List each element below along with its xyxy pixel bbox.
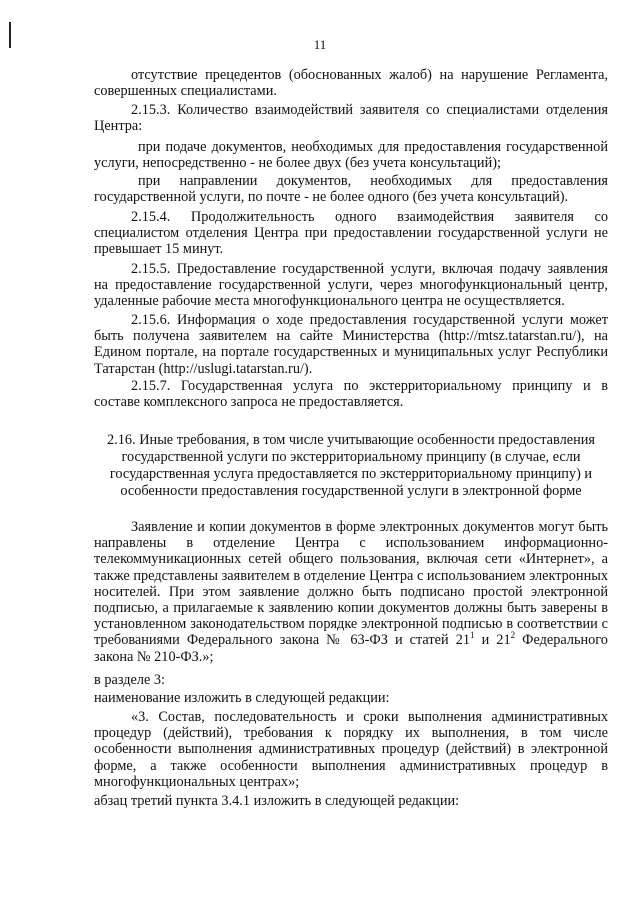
paragraph-section-3-title: «3. Состав, последовательность и сроки выполнения административных процедур (действий), требования к порядку их выполнения, в том числе особенности выполнения административных процедур (действий) в электронной форме, а также особенности выполнения административных процедур в многофункциональных центрах»; [94,709,608,790]
paragraph-section-3: в разделе 3: [94,672,166,688]
paragraph-2-15-6: 2.15.6. Информация о ходе предоставления государственной услуги может быть получена заявителем на сайте Министерства (http://mtsz.tatarstan.ru/), на Едином портале, на портале государственных и муниципальных услуг Республики Татарстан (http://uslugi.tatarstan.ru/). [94,312,608,377]
paragraph-postal-submission: при направлении документов, необходимых для предоставления государственной услуги, по почте - не более одного (без учета консультаций). [94,173,608,206]
paragraph-precedents: отсутствие прецедентов (обоснованных жалоб) на нарушение Регламента, совершенных специалистами. [94,67,608,100]
paragraph-3-4-1-edit: абзац третий пункта 3.4.1 изложить в следующей редакции: [94,793,460,809]
paragraph-2-15-7: 2.15.7. Государственная услуга по экстерриториальному принципу и в составе комплексного запроса не предоставляется. [94,378,608,411]
paragraph-2-15-3: 2.15.3. Количество взаимодействий заявителя со специалистами отделения Центра: [94,102,608,135]
electronic-documents-text-end: Федерального закона № 210-ФЗ.»; [94,632,608,665]
article-superscript-2: 2 [510,630,516,641]
paragraph-title-edit: наименование изложить в следующей редакции: [94,690,390,706]
page-number: 11 [313,37,327,52]
electronic-documents-text-mid: и 21 [474,632,511,649]
article-superscript-1: 1 [470,630,475,641]
paragraph-in-person-submission: при подаче документов, необходимых для предоставления государственной услуги, непосредственно - не более двух (без учета консультаций); [94,139,608,172]
electronic-documents-text: Заявление и копии документов в форме электронных документов могут быть направлены в отделение Центра с использованием информационно-телекоммуникационных сетей общего пользования, включая сети «Интернет», а также представлены заявителем в отделение Центра с использованием электронных носителей. При этом заявление должно быть подписано простой электронной подписью, а прилагаемые к заявлению копии документов должны быть заверены в установленном законодательством порядке электронной подписью в соответствии с требованиями Федерального закона № 63-ФЗ и статей 21 [94,519,608,649]
paragraph-electronic-documents [94,519,608,665]
section-heading-2-16: 2.16. Иные требования, в том числе учитывающие особенности предоставления государственной услуги по экстерриториальному принципу (в случае, если государственная услуга предоставляется по экстерриториальному принципу) и особенности предоставления государственной услуги в электронной форме [107,432,595,499]
paragraph-2-15-5: 2.15.5. Предоставление государственной услуги, включая подачу заявления на предоставление государственной услуги, через многофункциональный центр, удаленные рабочие места многофункционального центра не осуществляется. [94,261,608,310]
paragraph-2-15-4: 2.15.4. Продолжительность одного взаимодействия заявителя со специалистом отделения Центра при предоставлении государственной услуги не превышает 15 минут. [94,209,608,258]
